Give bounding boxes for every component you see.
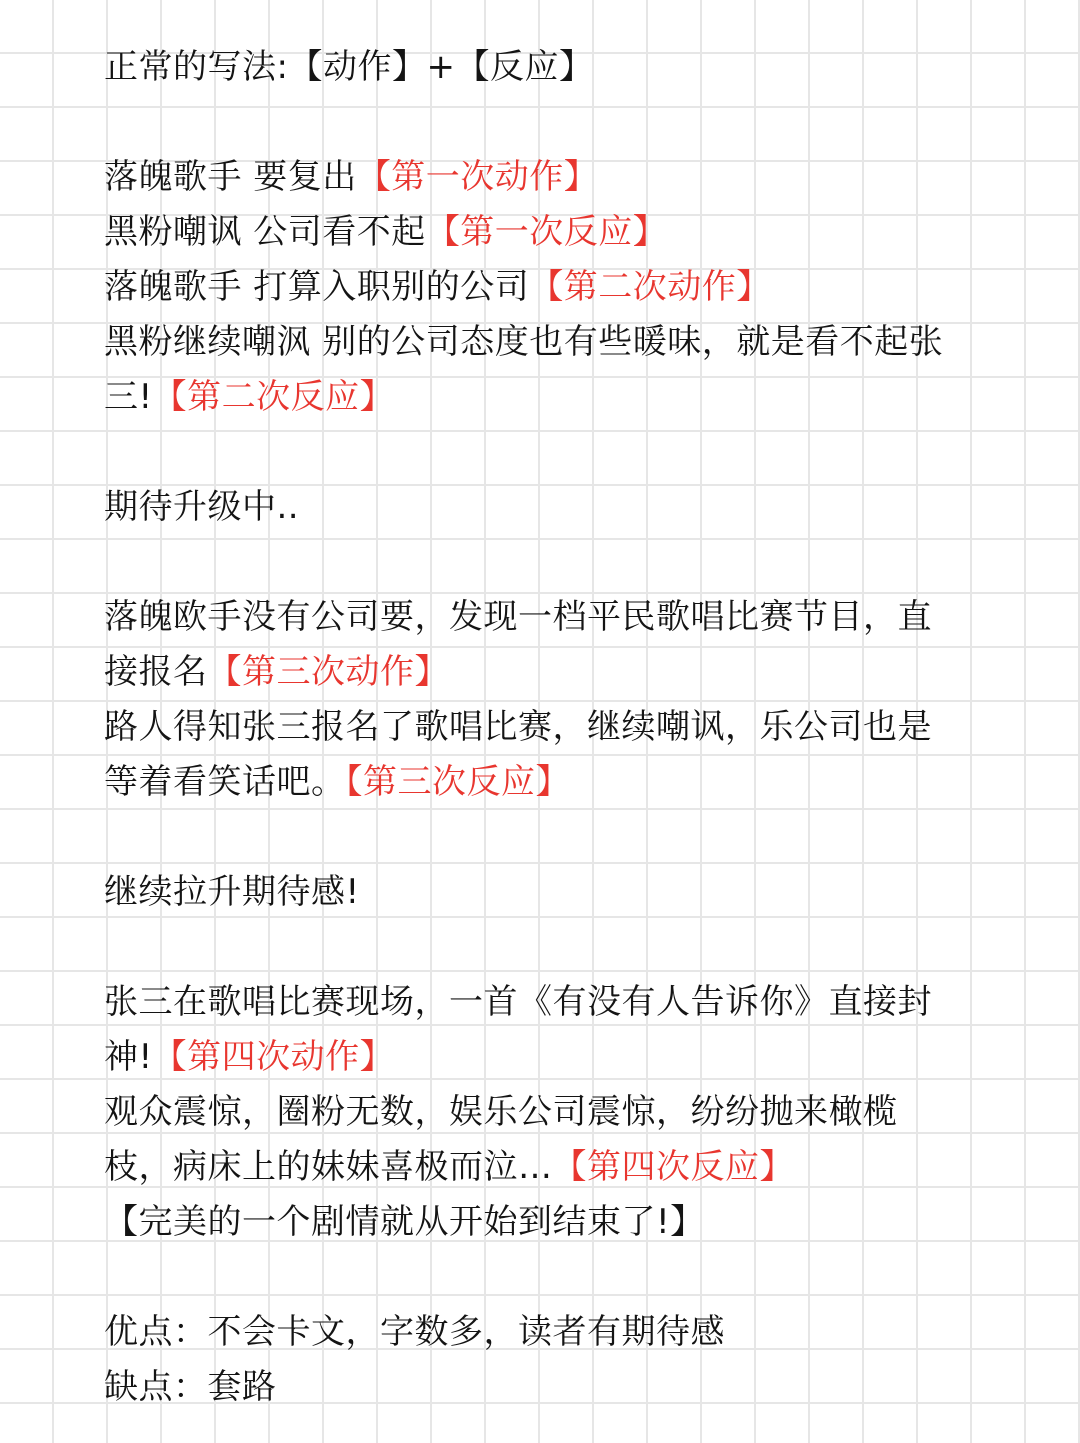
step-tag: 【第四次反应】 <box>552 1147 794 1187</box>
note-line <box>104 370 1004 425</box>
spacer <box>104 920 1004 975</box>
step-tag: 【第一次动作】 <box>356 157 599 197</box>
spacer <box>104 425 1004 480</box>
note-line <box>104 1140 1004 1195</box>
line-text: 等着看笑话吧。 <box>104 762 346 802</box>
line-text: 接报名 <box>104 652 208 692</box>
line-text: 枝，病床上的妹妹喜极而泣… <box>104 1147 553 1187</box>
step-tag: 【第一次反应】 <box>425 212 668 252</box>
note-line <box>104 1085 1004 1140</box>
step-tag: 【第三次反应】 <box>345 762 570 802</box>
line-text: 落魄欧手没有公司要，发现一档平民歌唱比赛节目，直 <box>104 597 932 637</box>
spacer <box>104 95 1004 150</box>
line-text: 三! <box>104 377 153 417</box>
line-text: 落魄歌手 要复出 <box>104 157 357 197</box>
line-text: 黑粉嘲讽 公司看不起 <box>104 212 426 252</box>
note-line <box>104 755 1004 810</box>
line-text: 【完美的一个剧情就从开始到结束了!】 <box>104 1202 705 1242</box>
cons-line: 缺点：套路 <box>104 1367 277 1407</box>
note-line <box>104 150 1004 205</box>
interlude-line: 期待升级中.. <box>104 487 300 527</box>
step-tag: 【第三次动作】 <box>207 652 449 692</box>
note-line <box>104 700 1004 755</box>
note-line <box>104 260 1004 315</box>
step-tag: 【第二次反应】 <box>152 377 395 417</box>
note-line <box>104 645 1004 700</box>
pros-line: 优点：不会卡文，字数多，读者有期待感 <box>104 1312 725 1352</box>
step-tag: 【第四次动作】 <box>152 1037 395 1077</box>
spacer <box>104 810 1004 865</box>
step-tag: 【第二次动作】 <box>529 267 771 307</box>
line-text: 张三在歌唱比赛现场，一首《有没有人告诉你》直接封 <box>104 982 932 1022</box>
note-line <box>104 205 1004 260</box>
spacer <box>104 1250 1004 1305</box>
line-text: 黑粉继续嘲沨 别的公司态度也有些暖味，就是看不起张 <box>104 322 944 362</box>
line-text: 观众震惊，圈粉无数，娱乐公司震惊，纷纷抛来橄榄 <box>104 1092 898 1132</box>
note-line <box>104 315 1004 370</box>
line-text: 神! <box>104 1037 153 1077</box>
spacer <box>104 535 1004 590</box>
heading: 正常的写法:【动作】+【反应】 <box>104 47 594 87</box>
line-text: 落魄歌手 打算入职别的公司 <box>104 267 530 307</box>
note-body <box>104 40 1004 1415</box>
line-text: 路人得知张三报名了歌唱比赛，继续嘲讽，乐公司也是 <box>104 707 932 747</box>
note-line <box>104 590 1004 645</box>
note-line <box>104 975 1004 1030</box>
note-line <box>104 1030 1004 1085</box>
note-line <box>104 1195 1004 1250</box>
interlude-line: 继续拉升期待感! <box>104 872 360 912</box>
